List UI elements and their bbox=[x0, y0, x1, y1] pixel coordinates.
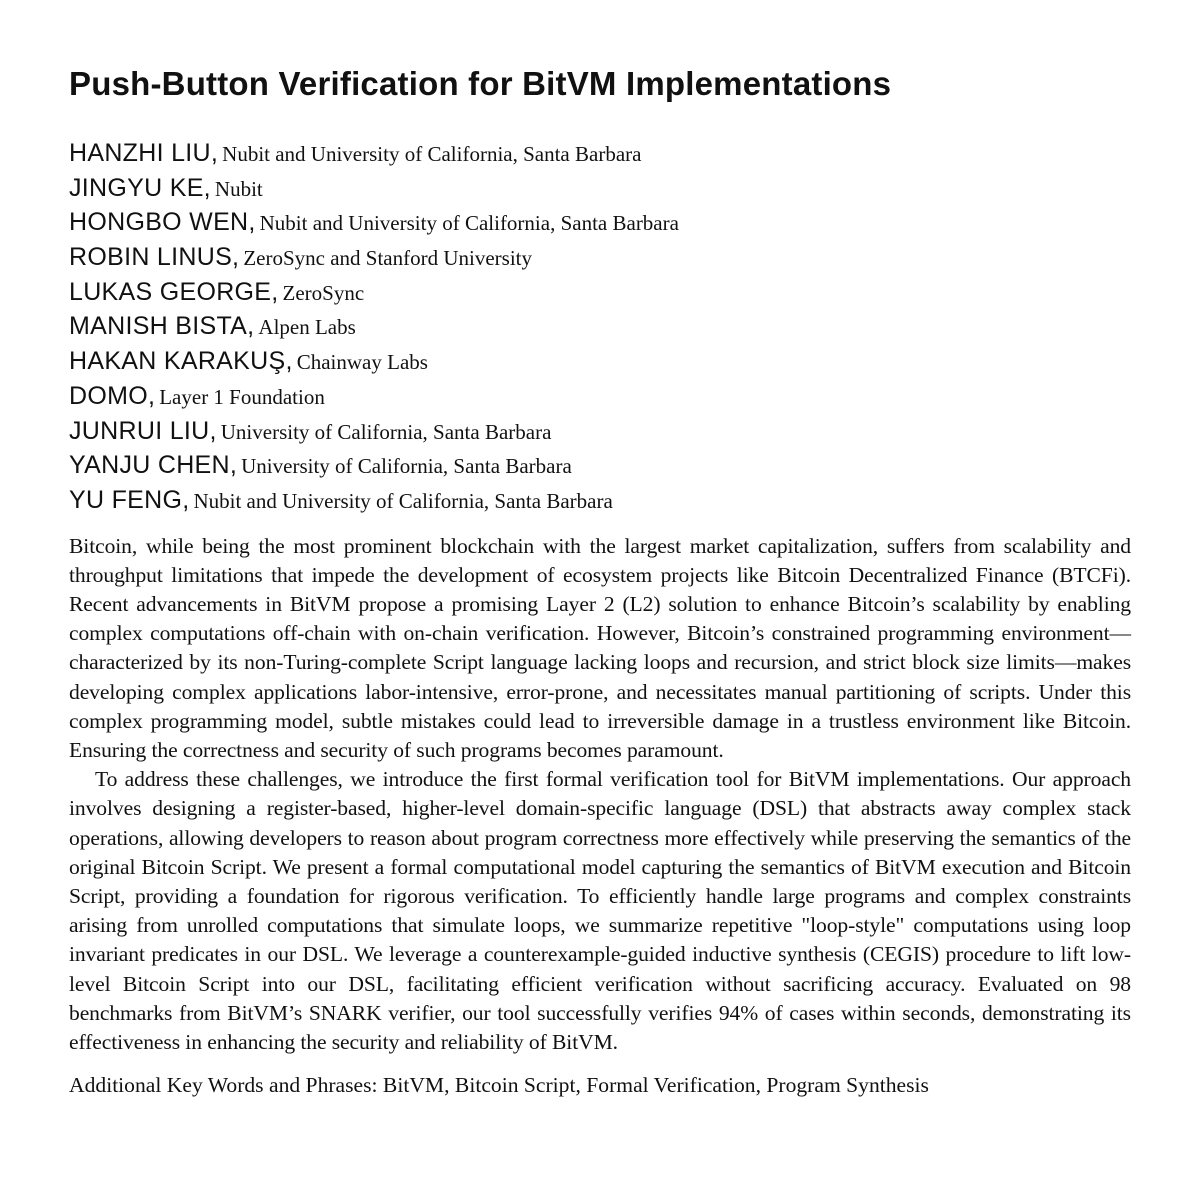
author-entry bbox=[69, 448, 1131, 483]
author-name: ROBIN LINUS, bbox=[69, 243, 240, 272]
author-name: HANZHI LIU, bbox=[69, 139, 219, 167]
author-affiliation: Nubit bbox=[214, 176, 263, 201]
author-name: JUNRUI LIU, bbox=[69, 416, 217, 445]
author-affiliation: Chainway Labs bbox=[296, 350, 428, 375]
author-affiliation: Nubit and University of California, Santa Barbara bbox=[222, 142, 642, 166]
author-affiliation: ZeroSync bbox=[282, 280, 365, 305]
author-entry bbox=[69, 414, 1131, 449]
author-name: HAKAN KARAKUŞ, bbox=[69, 347, 293, 376]
author-entry bbox=[69, 240, 1131, 275]
paper-title: Push-Button Verification for BitVM Implementations bbox=[69, 65, 892, 102]
author-name: JINGYU KE, bbox=[69, 173, 211, 202]
author-entry bbox=[69, 483, 1131, 518]
abstract bbox=[69, 532, 1131, 1058]
author-affiliation: Layer 1 Foundation bbox=[159, 384, 325, 409]
author-name: YU FENG, bbox=[69, 485, 190, 514]
author-affiliation: Alpen Labs bbox=[258, 315, 356, 340]
author-list bbox=[69, 136, 1131, 518]
author-affiliation: University of California, Santa Barbara bbox=[241, 454, 572, 479]
author-entry bbox=[69, 309, 1131, 344]
author-entry bbox=[69, 205, 1131, 240]
abstract-paragraph-2: To address these challenges, we introduce the first formal verification tool for BitVM implementations. Our approach involves designing a register-based, higher-level domain-specific language (DSL) that abstracts away complex stack operations, allowing developers to reason about program correctness more effectively while preserving the semantics of the original Bitcoin Script. We present a formal computational model capturing the semantics of BitVM execution and Bitcoin Script, providing a foundation for rigorous verification. To efficiently handle large programs and complex constraints arising from unrolled computations that simulate loops, we summarize repetitive "loop-style" computations using loop invariant predicates in our DSL. We leverage a counterexample-guided inductive synthesis (CEGIS) procedure to lift low-level Bitcoin Script into our DSL, facilitating efficient verification without sacrificing accuracy. Evaluated on 98 benchmarks from BitVM’s SNARK verifier, our tool successfully verifies 94% of cases within seconds, demonstrating its effectiveness in enhancing the security and reliability of BitVM. bbox=[69, 767, 1131, 1055]
author-affiliation: University of California, Santa Barbara bbox=[220, 419, 552, 444]
author-name: DOMO, bbox=[69, 381, 156, 410]
author-entry bbox=[69, 275, 1131, 310]
author-entry bbox=[69, 379, 1131, 414]
paper-first-page bbox=[69, 62, 1131, 1100]
author-entry bbox=[69, 344, 1131, 379]
author-name: MANISH BISTA, bbox=[69, 312, 255, 341]
author-entry bbox=[69, 171, 1131, 206]
author-affiliation: Nubit and University of California, Santa Barbara bbox=[259, 211, 679, 236]
author-name: LUKAS GEORGE, bbox=[69, 277, 279, 306]
author-name: YANJU CHEN, bbox=[69, 451, 238, 480]
author-entry bbox=[69, 136, 1131, 171]
keywords: Additional Key Words and Phrases: BitVM, Bitcoin Script, Formal Verification, Program Synthesis bbox=[69, 1073, 929, 1098]
author-affiliation: Nubit and University of California, Santa Barbara bbox=[193, 488, 613, 513]
author-name: HONGBO WEN, bbox=[69, 208, 256, 237]
author-affiliation: ZeroSync and Stanford University bbox=[243, 246, 533, 271]
abstract-paragraph-1: Bitcoin, while being the most prominent blockchain with the largest market capitalization, suffers from scalability and throughput limitations that impede the development of ecosystem projects like Bitcoin Decentralized Finance (BTCFi). Recent advancements in BitVM propose a promising Layer 2 (L2) solution to enhance Bitcoin’s scalability by enabling complex computations off-chain with on-chain verification. However, Bitcoin’s constrained programming environment—characterized by its non-Turing-complete Script language lacking loops and recursion, and strict block size limits—makes developing complex applications labor-intensive, error-prone, and necessitates manual partitioning of scripts. Under this complex programming model, subtle mistakes could lead to irreversible damage in a trustless environment like Bitcoin. Ensuring the correctness and security of such programs becomes paramount. bbox=[69, 533, 1131, 762]
